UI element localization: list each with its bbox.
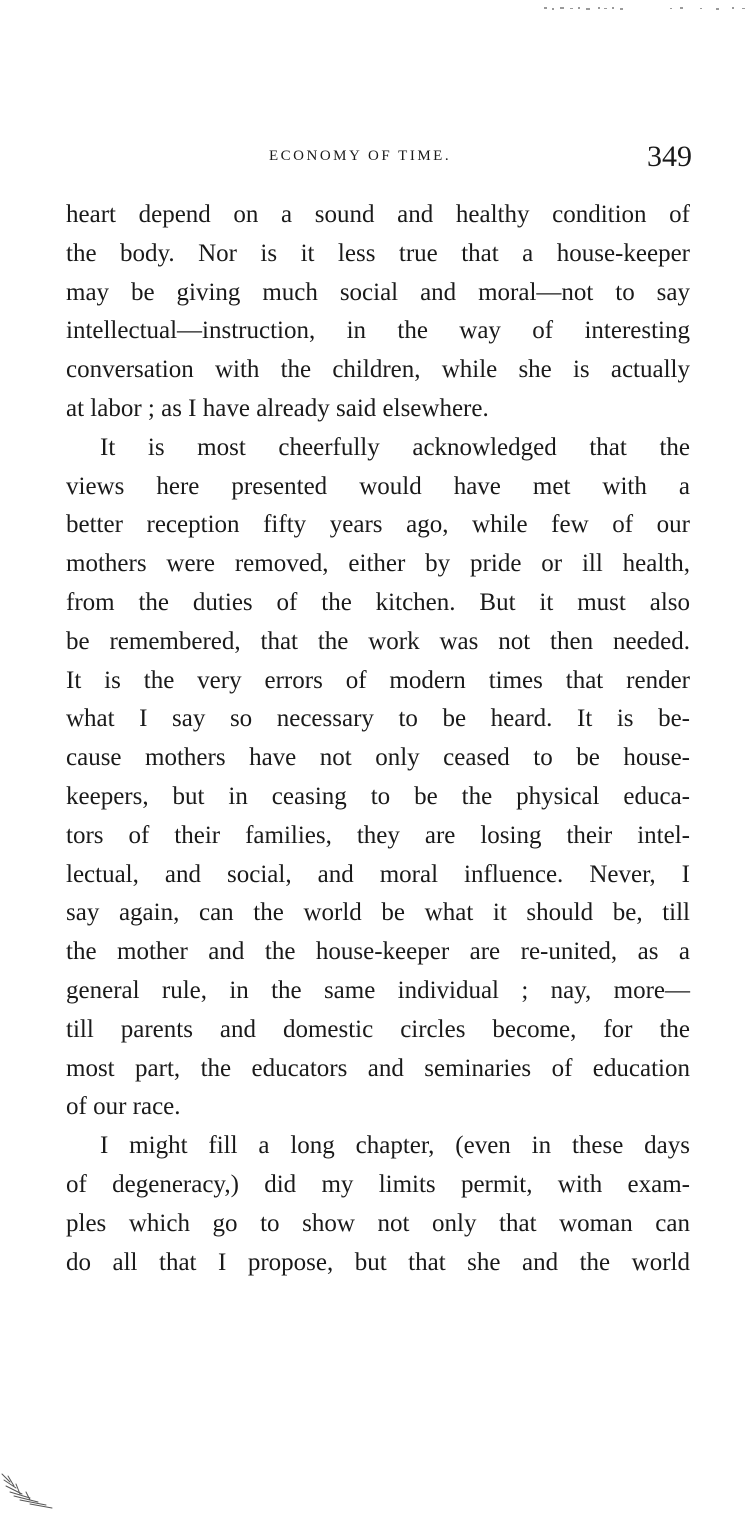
page-header <box>66 140 696 180</box>
text-line: It is the very errors of modern times that render <box>66 666 690 694</box>
text-line: It is most cheerfully acknowledged that the <box>100 433 690 461</box>
text-line: intellectual—instruction, in the way of interesting <box>66 317 690 345</box>
page-number: 349 <box>647 140 692 173</box>
text-line: views here presented would have met with a <box>66 472 690 500</box>
text-line: from the duties of the kitchen. But it must also <box>66 588 690 616</box>
text-line: do all that I propose, but that she and the world <box>66 1248 690 1276</box>
text-line: tors of their families, they are losing their intel- <box>66 821 690 849</box>
text-line: conversation with the children, while she is actually <box>66 356 690 384</box>
running-head: ECONOMY OF TIME. <box>269 148 452 164</box>
text-line: keepers, but in ceasing to be the physical educa- <box>66 782 690 810</box>
paragraph <box>66 1127 690 1282</box>
text-line: the body. Nor is it less true that a house-keeper <box>66 239 690 267</box>
text-line: of our race. <box>66 1093 181 1121</box>
text-line: mothers were removed, either by pride or ill health, <box>66 550 690 578</box>
text-line: say again, can the world be what it should be, till <box>66 899 690 927</box>
text-line: till parents and domestic circles become, for the <box>66 1015 690 1043</box>
scan-smudge <box>0 1470 56 1510</box>
text-line: heart depend on a sound and healthy condition of <box>66 201 690 228</box>
text-line: may be giving much social and moral—not to say <box>66 278 690 306</box>
text-line: at labor ; as I have already said elsewhere. <box>66 394 489 422</box>
text-line: what I say so necessary to be heard. It is be- <box>66 705 690 733</box>
paragraph <box>66 429 690 1127</box>
scan-specks <box>540 0 750 8</box>
text-line: the mother and the house-keeper are re-united, as a <box>66 938 690 966</box>
text-line: cause mothers have not only ceased to be house- <box>66 744 690 772</box>
text-line: general rule, in the same individual ; nay, more— <box>66 976 690 1004</box>
text-line: better reception fifty years ago, while few of our <box>66 511 690 539</box>
text-line: of degeneracy,) did my limits permit, with exam- <box>66 1170 690 1198</box>
text-line: lectual, and social, and moral influence. Never, I <box>66 860 690 888</box>
paragraph <box>66 196 690 429</box>
text-line: most part, the educators and seminaries of education <box>66 1054 690 1082</box>
body-text <box>66 196 690 1282</box>
text-line: ples which go to show not only that woman can <box>66 1209 690 1237</box>
text-line: I might fill a long chapter, (even in these days <box>100 1132 690 1160</box>
text-line: be remembered, that the work was not then needed. <box>66 627 690 655</box>
